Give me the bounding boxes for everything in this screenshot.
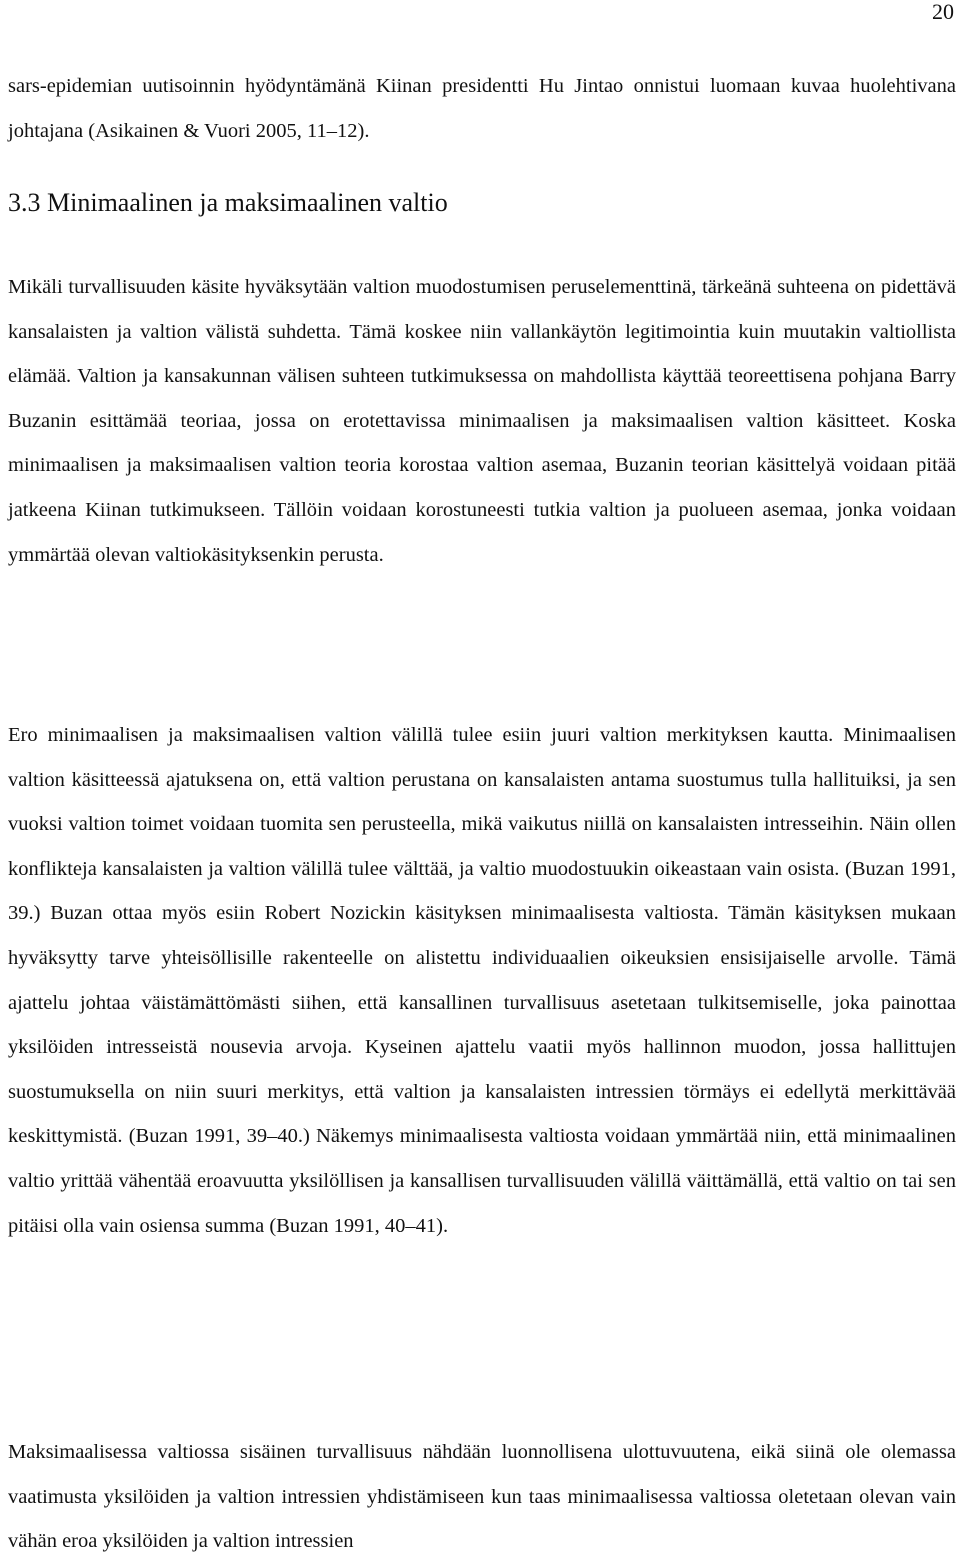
section-heading: 3.3 Minimaalinen ja maksimaalinen valtio bbox=[8, 188, 448, 217]
intro-paragraph: sars-epidemian uutisoinnin hyödyntämänä Kiinan presidentti Hu Jintao onnistui luomaan kuvaa huolehtivana johtajana (Asikainen & Vuori 2005, 11–12). bbox=[8, 75, 956, 142]
body-paragraph-2: Ero minimaalisen ja maksimaalisen valtion välillä tulee esiin juuri valtion merkityksen kautta. Minimaalisen valtion käsitteessä ajatuksena on, että valtion perustana on kansalaisten antama suostumus tulla hallituiksi, ja sen vuoksi valtion toimet voidaan tuomita sen perusteella, mikä vaikutus niillä on kansalaisten intresseihin. Näin ollen konflikteja kansalaisten ja valtion välillä tulee välttää, ja valtio muodostuukin oikeastaan vain osista. (Buzan 1991, 39.) Buzan ottaa myös esiin Robert Nozickin käsityksen minimaalisesta valtiosta. Tämän käsityksen mukaan hyväksytty tarve yhteisöllisille rakenteelle on alistettu individuaalien oikeuksien ensisijaiselle arvolle. Tämä ajattelu johtaa väistämättömästi siihen, että kansallinen turvallisuus asetetaan tulkitsemiselle, joka painottaa yksilöiden intresseistä nousevia arvoja. Kyseinen ajattelu vaatii myös hallinnon muodon, jossa hallittujen suostumuksella on niin suuri merkitys, että valtion ja kansalaisten intressien törmäys ei edellytä merkittävää keskittymistä. (Buzan 1991, 39–40.) Näkemys minimaalisesta valtiosta voidaan ymmärtää niin, että minimaalinen valtio yrittää vähentää eroavuutta yksilöllisen ja kansallisen turvallisuuden välillä väittämällä, että valtio on tai sen pitäisi olla vain osiensa summa (Buzan 1991, 40–41). bbox=[8, 724, 956, 1237]
body-paragraph-3: Maksimaalisessa valtiossa sisäinen turvallisuus nähdään luonnollisena ulottuvuutena, eikä siinä ole olemassa vaatimusta yksilöiden ja valtion intressien yhdistämiseen kun taas minimaalisessa valtiossa oletetaan olevan vain vähän eroa yksilöiden ja valtion intressien bbox=[8, 1441, 956, 1553]
body-paragraph-1: Mikäli turvallisuuden käsite hyväksytään valtion muodostumisen peruselementtinä, tärkeänä suhteena on pidettävä kansalaisten ja valtion välistä suhdetta. Tämä koskee niin vallankäytön legitimointia kuin muutakin valtiollista elämää. Valtion ja kansakunnan välisen suhteen tutkimuksessa on mahdollista käyttää teoreettisena pohjana Barry Buzanin esittämää teoriaa, jossa on erotettavissa minimaalisen ja maksimaalisen valtion käsitteet. Koska minimaalisen ja maksimaalisen valtion teoria korostaa valtion asemaa, Buzanin teorian käsittelyä voidaan pitää jatkeena Kiinan tutkimukseen. Tällöin voidaan korostuneesti tutkia valtion ja puolueen asemaa, jonka voidaan ymmärtää olevan valtiokäsityksenkin perusta. bbox=[8, 276, 956, 566]
page-number: 20 bbox=[932, 0, 954, 24]
